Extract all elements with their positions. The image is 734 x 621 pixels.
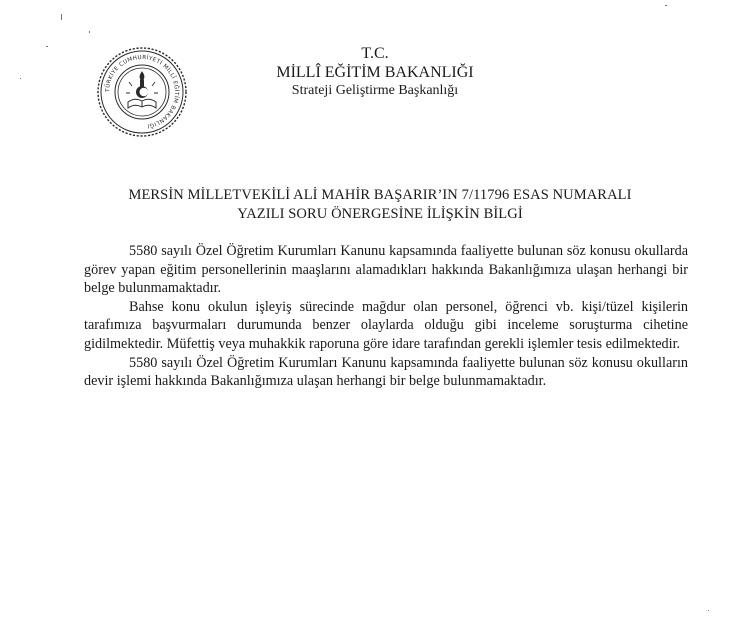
scan-speck (20, 78, 21, 79)
header-department: Strateji Geliştirme Başkanlığı (291, 83, 459, 98)
header-ministry: MİLLÎ EĞİTİM BAKANLIĞI (276, 64, 474, 81)
ministry-seal-icon (96, 46, 188, 138)
scan-speck (89, 31, 90, 33)
scan-speck (708, 610, 709, 611)
document-title-line-1: MERSİN MİLLETVEKİLİ ALİ MAHİR BAŞARIR’IN 7/11796 ESAS NUMARALI (128, 187, 632, 203)
seal-ring-text: TÜRKİYE CUMHURİYETİ MİLLÎ EĞİTİM BAKANLIĞI (104, 54, 180, 129)
document-title (90, 186, 670, 224)
paragraph: Bahse konu okulun işleyiş sürecinde mağdur olan personel, öğrenci vb. kişi/tüzel kişilerin tarafımıza başvurmaları durumunda benzer olaylarda olduğu gibi inceleme soruşturma cihetine gidilmektedir. Müfettiş veya muhakkik raporuna göre idare tarafından gerekli işlemler tesis edilmektedir. (84, 298, 688, 352)
letterhead (240, 44, 510, 100)
paragraph: 5580 sayılı Özel Öğretim Kurumları Kanunu kapsamında faaliyette bulunan söz konusu okullarda görev yapan eğitim personellerinin maaşlarını alamadıkları hakkında Bakanlığımıza ulaşan herhangi bir belge bulunmamaktadır. (84, 243, 688, 297)
scan-speck (61, 14, 62, 20)
scan-speck (665, 5, 667, 6)
document-body (84, 242, 688, 391)
document-title-line-2: YAZILI SORU ÖNERGESİNE İLİŞKİN BİLGİ (237, 206, 523, 222)
header-tc: T.C. (361, 45, 389, 62)
scan-speck (46, 46, 48, 47)
paragraph: 5580 sayılı Özel Öğretim Kurumları Kanunu kapsamında faaliyette bulunan söz konusu okulların devir işlemi hakkında Bakanlığımıza ulaşan herhangi bir belge bulunmamaktadır. (84, 354, 688, 390)
